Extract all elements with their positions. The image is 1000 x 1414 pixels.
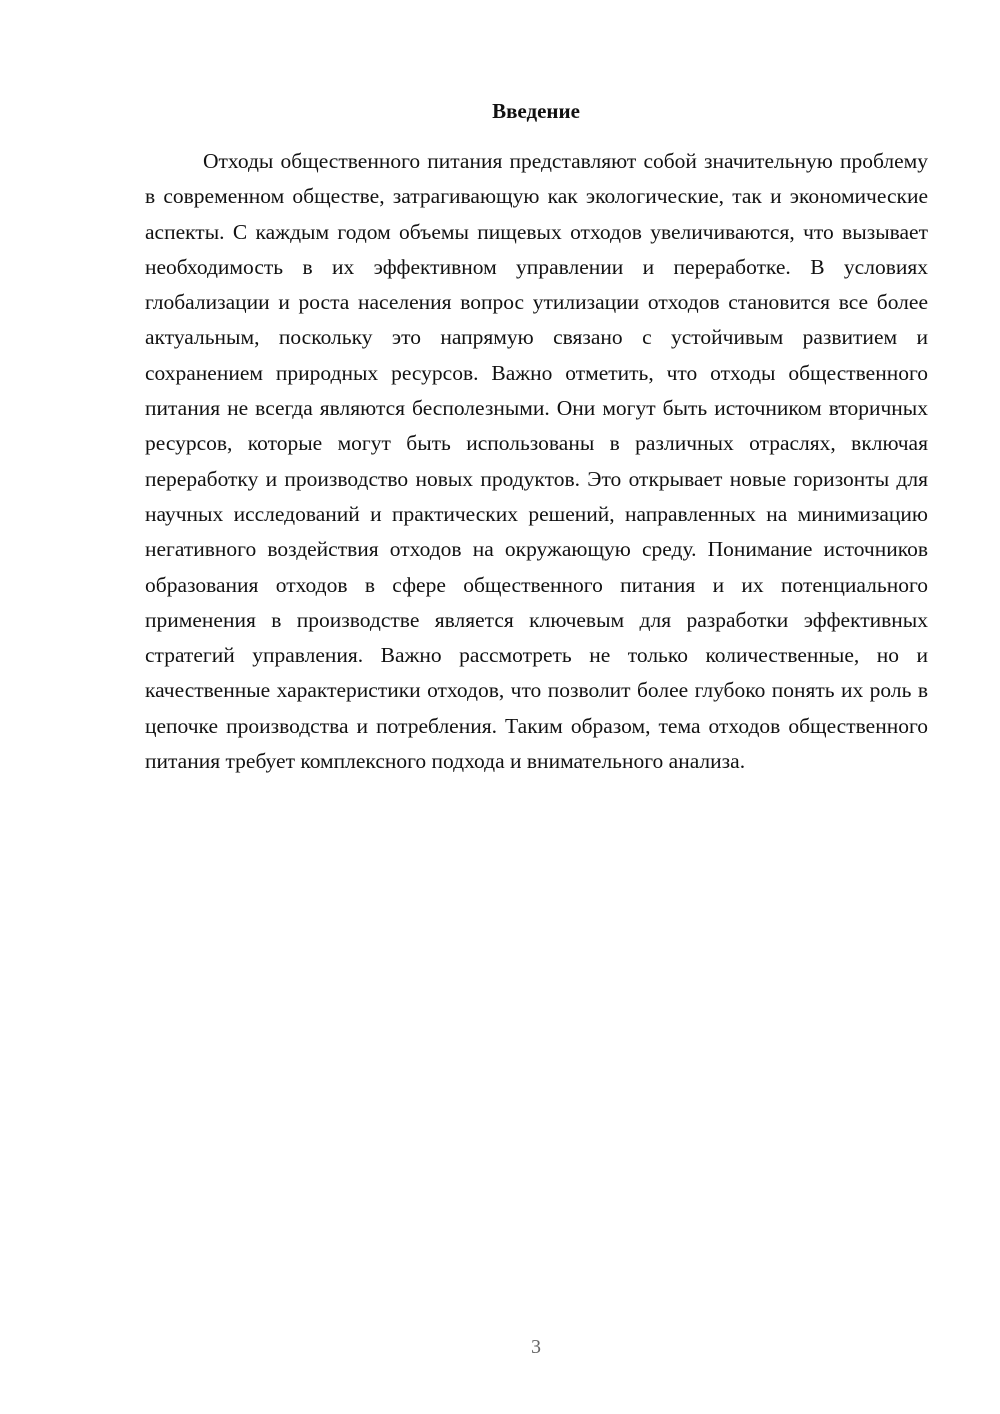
section-title: Введение xyxy=(492,99,580,123)
page-number: 3 xyxy=(531,1336,541,1358)
introduction-paragraph: Отходы общественного питания представляют собой значительную проблему в современном обществе, затрагивающую как экологические, так и экономические аспекты. С каждым годом объемы пищевых отходов увеличиваются, что вызывает необходимость в их эффективном управлении и переработке. В условиях глобализации и роста населения вопрос утилизации отходов становится все более актуальным, поскольку это напрямую связано с устойчивым развитием и сохранением природных ресурсов. Важно отметить, что отходы общественного питания не всегда являются бесполезными. Они могут быть источником вторичных ресурсов, которые могут быть использованы в различных отраслях, включая переработку и производство новых продуктов. Это открывает новые горизонты для научных исследований и практических решений, направленных на минимизацию негативного воздействия отходов на окружающую среду. Понимание источников образования отходов в сфере общественного питания и их потенциального применения в производстве является ключевым для разработки эффективных стратегий управления. Важно рассмотреть не только количественные, но и качественные характеристики отходов, что позволит более глубоко понять их роль в цепочке производства и потребления. Таким образом, тема отходов общественного питания требует комплексного подхода и внимательного анализа. xyxy=(145,149,928,774)
